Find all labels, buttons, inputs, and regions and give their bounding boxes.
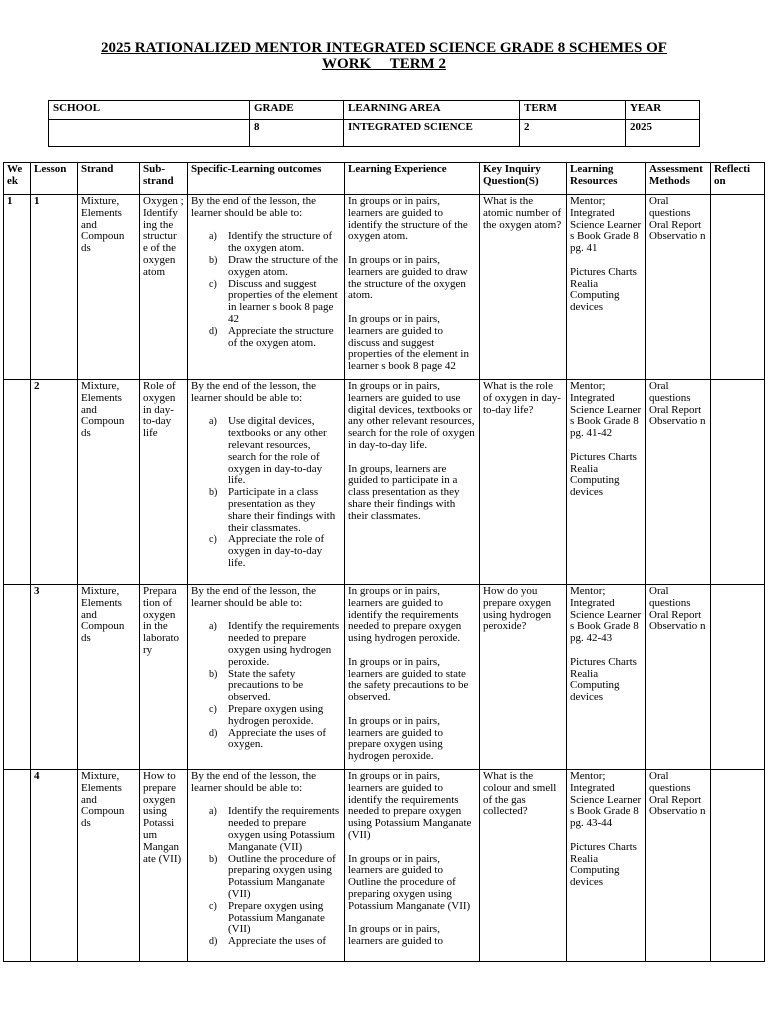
list-item: c) Discuss and suggest properties of the element in learner s book 8 page 42 xyxy=(209,277,338,325)
grade-header: GRADE xyxy=(250,101,344,120)
column-header-reflection: Reflecti on xyxy=(711,163,765,195)
school-value xyxy=(49,120,250,147)
table-row xyxy=(4,770,765,962)
resources-cell xyxy=(567,585,646,770)
experience-paragraph: In groups, learners are guided to participate in a class presentation as they share their findings with their classmates. xyxy=(348,462,460,522)
outcomes-cell xyxy=(188,585,345,770)
week-cell xyxy=(4,585,31,770)
list-item: d) Appreciate the uses of xyxy=(209,935,327,948)
outcomes-list xyxy=(191,621,341,751)
school-header: SCHOOL xyxy=(49,101,250,120)
list-item: b) Draw the structure of the oxygen atom. xyxy=(209,253,338,278)
list-item: a) Identify the requirements needed to prepare oxygen using hydrogen peroxide. xyxy=(209,620,340,668)
lesson-cell: 1 xyxy=(31,195,78,380)
resources-paragraph: Mentor; Integrated Science Learner s Book Grade 8 pg. 41-42 xyxy=(570,380,642,440)
substrand-cell: Prepara tion of oxygen in the laborato ry xyxy=(140,585,188,770)
experience-cell xyxy=(345,380,480,585)
resources-cell xyxy=(567,380,646,585)
substrand-cell: Role of oxygen in day-to-day life xyxy=(140,380,188,585)
assessment-cell: Oral questions Oral Report Observatio n xyxy=(646,195,711,380)
resources-paragraph: Pictures Charts Realia Computing devices xyxy=(570,265,637,314)
schemes-of-work-table xyxy=(3,162,765,962)
column-header-week: We ek xyxy=(4,163,31,195)
school-info-table xyxy=(48,100,700,147)
inquiry-cell: What is the role of oxygen in day-to-day life? xyxy=(480,380,567,585)
column-header-row xyxy=(4,163,765,195)
grade-value: 8 xyxy=(250,120,344,147)
inquiry-cell: What is the atomic number of the oxygen atom? xyxy=(480,195,567,380)
outcomes-cell xyxy=(188,770,345,962)
assessment-cell: Oral questions Oral Report Observatio n xyxy=(646,380,711,585)
column-header-experience: Learning Experience xyxy=(345,163,480,195)
experience-paragraph: In groups or in pairs, learners are guided to xyxy=(348,923,443,948)
lesson-cell: 2 xyxy=(31,380,78,585)
reflection-cell xyxy=(711,380,765,585)
resources-paragraph: Pictures Charts Realia Computing devices xyxy=(570,450,637,499)
column-header-substrand: Sub-strand xyxy=(140,163,188,195)
list-item: a) Use digital devices, textbooks or any other relevant resources, search for the role of oxygen in day-to-day life. xyxy=(209,415,327,487)
strand-cell: Mixture, Elements and Compoun ds xyxy=(78,195,140,380)
year-header: YEAR xyxy=(626,101,700,120)
strand-cell: Mixture, Elements and Compoun ds xyxy=(78,380,140,585)
column-header-resources: Learning Resources xyxy=(567,163,646,195)
list-item: d) Appreciate the uses of oxygen. xyxy=(209,726,327,751)
table-row xyxy=(4,195,765,380)
outcomes-list xyxy=(191,806,341,948)
learning-area-value: INTEGRATED SCIENCE xyxy=(344,120,520,147)
list-item: a) Identify the structure of the oxygen atom. xyxy=(209,230,333,255)
experience-paragraph: In groups or in pairs, learners are guided to prepare oxygen using hydrogen peroxide. xyxy=(348,714,443,763)
list-item: c) Prepare oxygen using hydrogen peroxide. xyxy=(209,702,324,727)
resources-paragraph: Pictures Charts Realia Computing devices xyxy=(570,840,637,889)
experience-paragraph: In groups or in pairs, learners are guided to draw the structure of the oxygen atom. xyxy=(348,253,468,302)
list-item: b) State the safety precautions to be observed. xyxy=(209,667,304,704)
experience-cell xyxy=(345,585,480,770)
outcomes-intro: By the end of the lesson, the learner should be able to: xyxy=(191,770,316,794)
strand-cell: Mixture, Elements and Compoun ds xyxy=(78,770,140,962)
lesson-cell: 4 xyxy=(31,770,78,962)
experience-cell xyxy=(345,195,480,380)
resources-cell xyxy=(567,770,646,962)
list-item: b) Outline the procedure of preparing oxygen using Potassium Manganate (VII) xyxy=(209,852,336,900)
lesson-cell: 3 xyxy=(31,585,78,770)
term-header: TERM xyxy=(520,101,626,120)
week-cell xyxy=(4,770,31,962)
list-item: b) Participate in a class presentation as they share their findings with their classmates. xyxy=(209,486,336,534)
outcomes-intro: By the end of the lesson, the learner should be able to: xyxy=(191,380,316,404)
reflection-cell xyxy=(711,770,765,962)
outcomes-list xyxy=(191,231,341,349)
experience-paragraph: In groups or in pairs, learners are guided to discuss and suggest properties of the element in learner s book 8 page 42 xyxy=(348,312,469,373)
title-line-1: 2025 RATIONALIZED MENTOR INTEGRATED SCIENCE GRADE 8 SCHEMES OF xyxy=(101,40,667,56)
column-header-lesson: Lesson xyxy=(31,163,78,195)
experience-paragraph: In groups or in pairs, learners are guided to state the safety precautions to be observed. xyxy=(348,655,469,704)
substrand-cell: How to prepare oxygen using Potassi um Mangan ate (VII) xyxy=(140,770,188,962)
substrand-cell: Oxygen ; Identify ing the structur e of the oxygen atom xyxy=(140,195,188,380)
week-cell xyxy=(4,380,31,585)
column-header-assessment: Assessment Methods xyxy=(646,163,711,195)
inquiry-cell: What is the colour and smell of the gas collected? xyxy=(480,770,567,962)
table-row xyxy=(4,585,765,770)
experience-paragraph: In groups or in pairs, learners are guided to identify the structure of the oxygen atom. xyxy=(348,195,468,243)
assessment-cell: Oral questions Oral Report Observatio n xyxy=(646,770,711,962)
experience-paragraph: In groups or in pairs, learners are guided to identify the requirements needed to prepare oxygen using hydrogen peroxide. xyxy=(348,585,462,645)
experience-paragraph: In groups or in pairs, learners are guided to use digital devices, textbooks or any other relevant resources, search for the role of oxygen in day-to-day life. xyxy=(348,380,475,451)
resources-paragraph: Mentor; Integrated Science Learner s Book Grade 8 pg. 42-43 xyxy=(570,585,642,645)
week-cell: 1 xyxy=(4,195,31,380)
resources-cell xyxy=(567,195,646,380)
experience-paragraph: In groups or in pairs, learners are guided to Outline the procedure of preparing oxygen using Potassium Manganate (VII) xyxy=(348,852,471,912)
inquiry-cell: How do you prepare oxygen using hydrogen peroxide? xyxy=(480,585,567,770)
outcomes-intro: By the end of the lesson, the learner should be able to: xyxy=(191,195,316,219)
column-header-inquiry: Key Inquiry Question(S) xyxy=(480,163,567,195)
resources-paragraph: Mentor; Integrated Science Learner s Book Grade 8 pg. 41 xyxy=(570,195,642,255)
term-value: 2 xyxy=(520,120,626,147)
year-value: 2025 xyxy=(626,120,700,147)
column-header-strand: Strand xyxy=(78,163,140,195)
learning-area-header: LEARNING AREA xyxy=(344,101,520,120)
title-line-2: WORK TERM 2 xyxy=(322,56,446,72)
list-item: c) Appreciate the role of oxygen in day-to-day life. xyxy=(209,533,325,569)
resources-paragraph: Pictures Charts Realia Computing devices xyxy=(570,655,637,704)
assessment-cell: Oral questions Oral Report Observatio n xyxy=(646,585,711,770)
document-title xyxy=(60,40,708,72)
outcomes-intro: By the end of the lesson, the learner should be able to: xyxy=(191,585,316,609)
experience-cell xyxy=(345,770,480,962)
table-row xyxy=(4,380,765,585)
list-item: d) Appreciate the structure of the oxygen atom. xyxy=(209,324,334,349)
column-header-outcomes: Specific-Learning outcomes xyxy=(188,163,345,195)
outcomes-cell xyxy=(188,195,345,380)
outcomes-cell xyxy=(188,380,345,585)
reflection-cell xyxy=(711,195,765,380)
reflection-cell xyxy=(711,585,765,770)
list-item: c) Prepare oxygen using Potassium Manganate (VII) xyxy=(209,899,325,936)
strand-cell: Mixture, Elements and Compoun ds xyxy=(78,585,140,770)
list-item: a) Identify the requirements needed to prepare oxygen using Potassium Manganate (VII) xyxy=(209,805,340,853)
resources-paragraph: Mentor; Integrated Science Learner s Book Grade 8 pg. 43-44 xyxy=(570,770,642,830)
experience-paragraph: In groups or in pairs, learners are guided to identify the requirements needed to prepare oxygen using Potassium Manganate (VII) xyxy=(348,770,472,841)
outcomes-list xyxy=(191,416,341,569)
